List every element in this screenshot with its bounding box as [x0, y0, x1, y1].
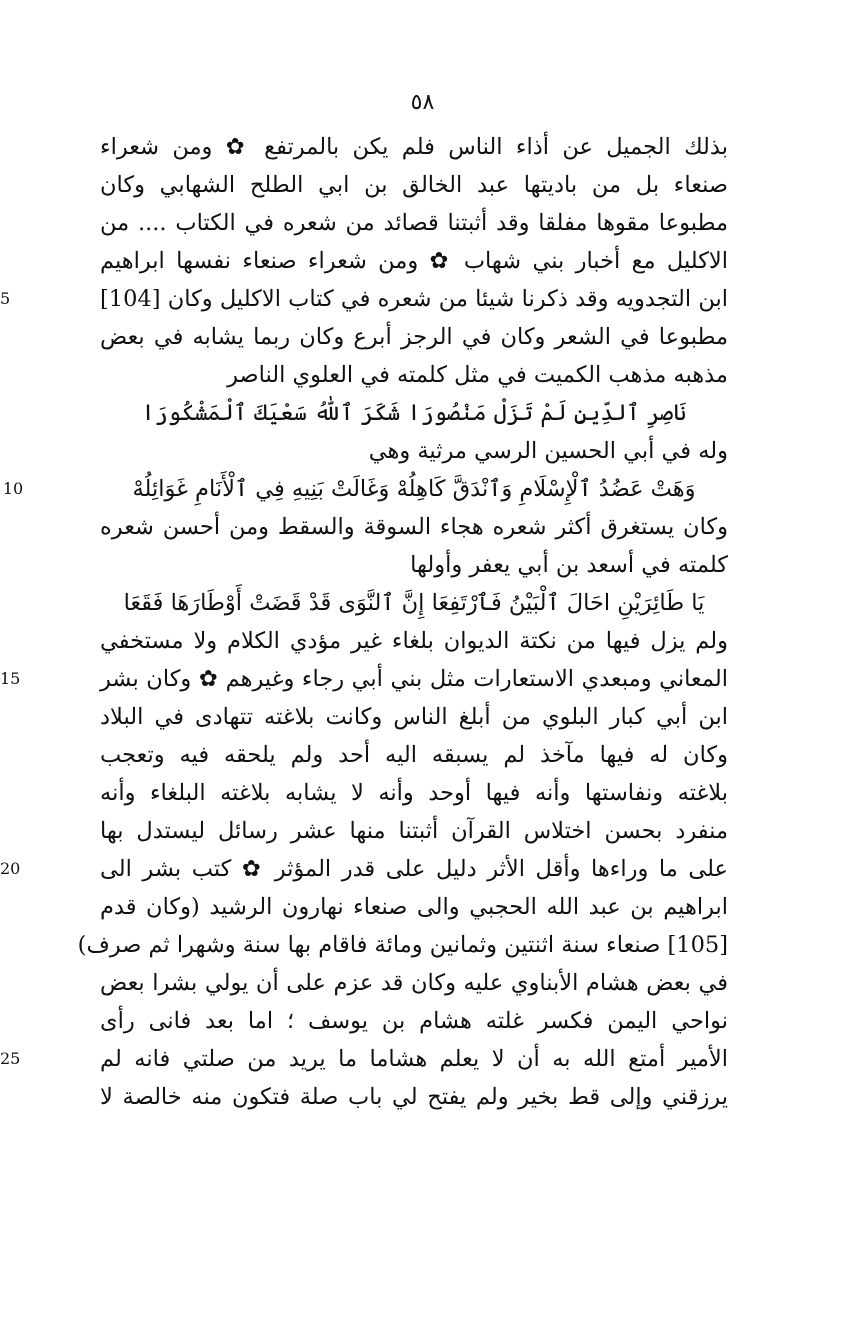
text-line: 20 على ما وراءها وأقل الأثر دليل على قدر المؤثر ✿ كتب بشر الى: [100, 850, 728, 888]
line-number: 20: [0, 859, 21, 878]
text-line: الاكليل مع أخبار بني شهاب ✿ ومن شعراء صنعاء نفسها ابراهيم: [100, 248, 728, 274]
text-line: ابن أبي كبار البلوي من أبلغ الناس وكانت بلاغته تتهادى في البلاد: [100, 704, 728, 730]
text-line: بلاغته ونفاستها وأنه فيها أوحد وأنه لا يشابه بلاغته البلغاء وأنه: [100, 780, 728, 806]
page-number: ٥٨: [410, 90, 435, 115]
text-line: 15 المعاني ومبعدي الاستعارات مثل بني أبي رجاء وغيرهم ✿ وكان بشر: [100, 660, 728, 698]
line-number: 10: [2, 479, 24, 498]
text-line: نواحي اليمن فكسر غلته هشام بن يوسف ؛ اما بعد فانى رأى: [100, 1008, 728, 1034]
text-line: وكان له فيها مآخذ لم يسبقه اليه أحد ولم يلحقه فيه وتعجب: [100, 742, 728, 768]
text-line: كلمته في أسعد بن أبي يعفر وأولها: [410, 552, 728, 578]
text-line: مطبوعا مقوها مفلقا وقد أثبتنا قصائد من شعره في الكتاب .... من: [100, 210, 728, 236]
line-number: 25: [0, 1049, 21, 1068]
text-line: [105] صنعاء سنة اثنتين وثمانين ومائة فاقام بها سنة وشهرا ثم صرف): [77, 932, 728, 958]
text-line: وله في أبي الحسين الرسي مرثية وهي: [368, 438, 728, 464]
line-number: 15: [0, 669, 21, 688]
verse-line: 10 وَهَتْ عَضُدُ ٱلْإِسْلَامِ وَٱنْدَقَّ كَاهِلُهْ وَغَالَتْ بَنِيهِ فِي ٱلْأَنَامِ غَوَائِلُهْ: [100, 470, 728, 508]
text-line: يرزقني وإلى قط بخير ولم يفتح لي باب صلة فتكون منه خالصة لا: [100, 1084, 728, 1110]
verse-line: نَاصِرِ ٱلدِّينِ لَمْ تَزَلْ مَنْصُورَا شَكَرَ ٱللّٰهُ سَعْيَكَ ٱلْمَشْكُورَا: [141, 400, 687, 426]
text-line: مذهبه مذهب الكميت في مثل كلمته في العلوي الناصر: [227, 362, 728, 388]
text-line: 25 الأمير أمتع الله به أن لا يعلم هشاما ما يريد من صلتي فانه لم: [100, 1040, 728, 1078]
text-line: ابراهيم بن عبد الله الحجبي والى صنعاء نهارون الرشيد (وكان قدم: [100, 894, 728, 920]
text-line: في بعض هشام الأبناوي عليه وكان قد عزم على أن يولي بشرا بعض: [100, 970, 728, 996]
text-body: [0, 128, 728, 1116]
text-line: 5 ابن التجدويه وقد ذكرنا شيئا من شعره في كتاب الاكليل وكان [104]: [100, 280, 728, 318]
text-line: منفرد بحسن اختلاس القرآن أثبتنا منها عشر رسائل ليستدل بها: [100, 818, 728, 844]
verse-line: يَا طَائِرَيْنِ احَالَ ٱلْبَيْنُ فَٱرْتَفِعَا إِنَّ ٱلنَّوَى قَدْ قَضَتْ أَوْطَارَهَا فَقَعَا: [123, 590, 705, 616]
line-number: 5: [0, 289, 11, 308]
text-line: وكان يستغرق أكثر شعره هجاء السوقة والسقط ومن أحسن شعره: [100, 514, 728, 540]
text-line: مطبوعا في الشعر وكان في الرجز أبرع وكان ربما يشابه في بعض: [100, 324, 728, 350]
text-line: ولم يزل فيها من نكتة الديوان بلغاء غير مؤدي الكلام ولا مستخفي: [100, 628, 728, 654]
text-line: بذلك الجميل عن أذاء الناس فلم يكن بالمرتفع ✿ ومن شعراء: [100, 134, 728, 160]
text-line: صنعاء بل من باديتها عبد الخالق بن ابي الطلح الشهابي وكان: [100, 172, 728, 198]
